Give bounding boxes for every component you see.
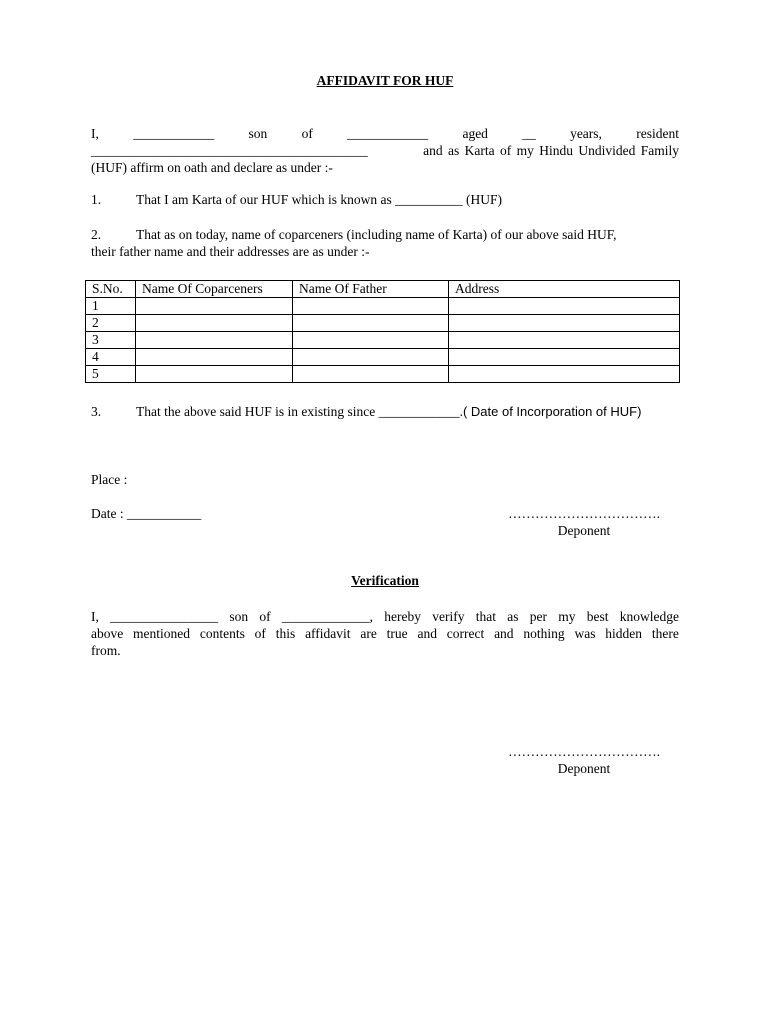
deponent-label: Deponent <box>557 761 611 776</box>
father-cell <box>293 315 449 332</box>
item-1-text: That I am Karta of our HUF which is known as __________ (HUF) <box>136 192 502 207</box>
place-label: Place : <box>91 472 128 487</box>
name-blank: ____________ <box>133 126 215 141</box>
verification-line-2 <box>91 625 679 642</box>
table-row <box>86 349 680 366</box>
verification-word: of <box>259 609 271 624</box>
header-father: Name Of Father <box>293 281 449 298</box>
verification-word: true <box>386 626 408 641</box>
intro-line-2 <box>91 142 679 159</box>
header-coparceners: Name Of Coparceners <box>136 281 293 298</box>
verification-word: of <box>254 626 266 641</box>
intro-line-1 <box>91 125 679 142</box>
intro-paragraph <box>91 125 679 176</box>
item-3-text-line <box>136 404 641 420</box>
address-blank: _________________________________________ <box>91 143 368 158</box>
father-blank: _____________, <box>281 609 374 624</box>
verification-word: I, <box>91 609 99 624</box>
table-header-row <box>86 281 680 298</box>
intro-word: son <box>248 126 268 141</box>
intro-word: aged <box>462 126 488 141</box>
verification-word: knowledge <box>619 609 679 624</box>
row-number: 3 <box>86 332 136 349</box>
address-cell <box>449 349 680 366</box>
verification-word: and <box>494 626 514 641</box>
father-cell <box>293 332 449 349</box>
age-blank: __ <box>522 126 536 141</box>
verification-paragraph <box>91 608 679 659</box>
item-3-suffix: ( Date of Incorporation of HUF) <box>462 404 642 419</box>
coparcener-cell <box>136 315 293 332</box>
verification-word: correct <box>446 626 485 641</box>
date-label: Date : ___________ <box>91 506 202 521</box>
father-blank: ____________ <box>347 126 429 141</box>
table-row <box>86 332 680 349</box>
verification-word: that <box>475 609 496 624</box>
row-number: 2 <box>86 315 136 332</box>
verification-word: above <box>91 626 124 641</box>
father-cell <box>293 366 449 383</box>
verification-word: per <box>529 609 547 624</box>
verification-word: this <box>275 626 296 641</box>
verification-word: there <box>651 626 679 641</box>
verification-word: was <box>574 626 596 641</box>
father-cell <box>293 349 449 366</box>
intro-line-3: (HUF) affirm on oath and declare as under :- <box>91 160 333 175</box>
name-blank: ________________ <box>110 609 219 624</box>
intro-word: years, <box>570 126 602 141</box>
intro-line-2-text: and as Karta of my Hindu Undivided Family <box>423 143 679 158</box>
address-cell <box>449 366 680 383</box>
row-number: 4 <box>86 349 136 366</box>
coparcener-cell <box>136 332 293 349</box>
header-address: Address <box>449 281 680 298</box>
header-sno: S.No. <box>86 281 136 298</box>
intro-word: I, <box>91 126 99 141</box>
verification-word: affidavit <box>305 626 351 641</box>
table-row <box>86 366 680 383</box>
address-cell <box>449 332 680 349</box>
table-row <box>86 315 680 332</box>
verification-word: son <box>229 609 249 624</box>
table-row <box>86 298 680 315</box>
verification-title: Verification <box>351 573 419 588</box>
coparcener-cell <box>136 366 293 383</box>
verification-word: mentioned <box>133 626 191 641</box>
item-2-number: 2. <box>91 227 102 242</box>
item-2-line-1: That as on today, name of coparceners (including name of Karta) of our above said HUF, <box>136 227 617 242</box>
father-cell <box>293 298 449 315</box>
item-2-line-2: their father name and their addresses are as under :- <box>91 244 370 259</box>
signature-line: ……………………………. <box>508 506 660 521</box>
verification-word: hereby <box>384 609 421 624</box>
verification-word: as <box>507 609 519 624</box>
coparceners-table <box>85 280 680 383</box>
signature-line: ……………………………. <box>508 744 660 759</box>
item-3-number: 3. <box>91 404 102 419</box>
verification-line-3: from. <box>91 643 121 658</box>
verification-word: hidden <box>605 626 643 641</box>
document-title: AFFIDAVIT FOR HUF <box>316 73 454 88</box>
intro-word: of <box>301 126 313 141</box>
row-number: 1 <box>86 298 136 315</box>
verification-word: verify <box>432 609 465 624</box>
row-number: 5 <box>86 366 136 383</box>
verification-word: best <box>586 609 609 624</box>
item-3-text: That the above said HUF is in existing since ____________. <box>136 404 463 419</box>
intro-word: resident <box>636 126 679 141</box>
item-1-number: 1. <box>91 192 102 207</box>
verification-line-1 <box>91 608 679 625</box>
deponent-label: Deponent <box>557 523 611 538</box>
coparcener-cell <box>136 349 293 366</box>
verification-word: contents <box>199 626 245 641</box>
address-cell <box>449 298 680 315</box>
verification-word: nothing <box>523 626 565 641</box>
coparcener-cell <box>136 298 293 315</box>
verification-word: my <box>558 609 576 624</box>
verification-word: are <box>360 626 377 641</box>
address-cell <box>449 315 680 332</box>
verification-word: and <box>417 626 437 641</box>
